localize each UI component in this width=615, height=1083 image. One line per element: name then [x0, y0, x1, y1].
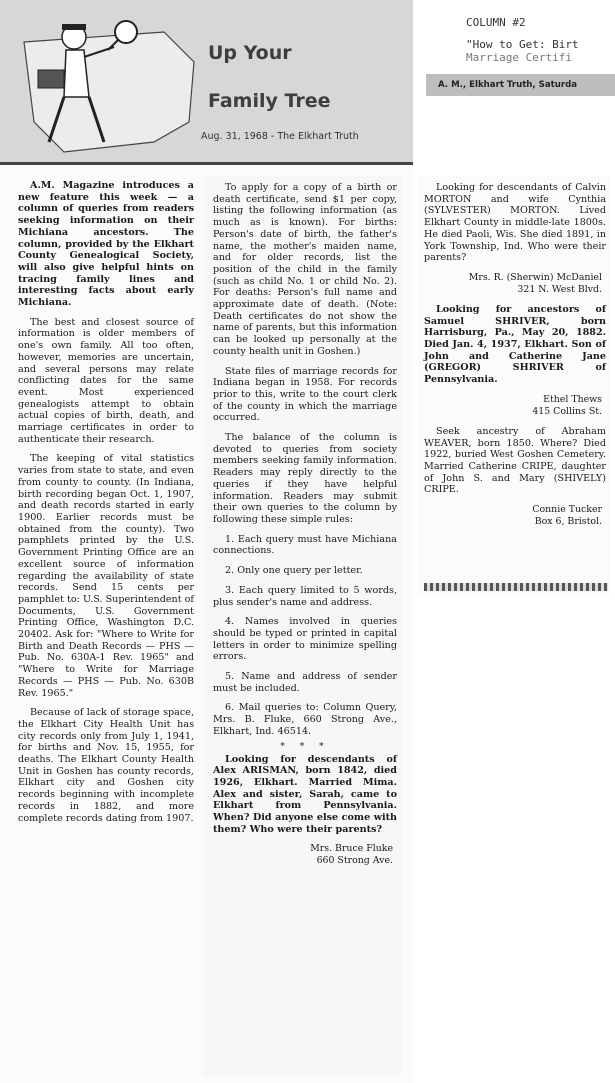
paragraph: To apply for a copy of a birth or death certificate, send $1 per copy, listing the following information (as much as is known). For births: Person's date of birth, the father's name, the mother's maiden name, and for older records, list the position of the child in the family (such as child No. 1 or child No. 2). For deaths: Person's full name and approximate date of death. (Note: Death certificates do not show the name of parents, but this information can be looked up personally at the county health unit in Goshen.) — [213, 182, 397, 357]
rule-item: 3. Each query limited to 5 words, plus sender's name and address. — [213, 584, 397, 608]
paragraph: State files of marriage records for Indiana began in 1958. For records prior to this, write to the court clerk of the county in which the marriage occurred. — [213, 365, 397, 424]
paragraph: The keeping of vital statistics varies from state to state, and even from county to county. (In Indiana, birth recording began Oct. 1, 1907, and death records started in early 1900. Earlier records must be obtained from the county). Two pamphlets printed by the U.S. Government Printing Office are an excellent source of information regarding the availability of state records. Send 15 cents per pamphlet to: U.S. Superintendent of Documents, U.S. Government Printing Office, Washington D.C. 20402. Ask for: "Where to Write for Birth and Death Records — PHS — Pub. No. 630A-1 Rev. 1965" and "Where to Write for Marriage Records — PHS — Pub. No. 630B Rev. 1965." — [18, 453, 194, 699]
column-3 — [424, 182, 606, 536]
column-title-line2: Family Tree — [208, 90, 331, 112]
query-signature: Ethel Thews 415 Collins St. — [532, 393, 602, 417]
dateline: Aug. 31, 1968 - The Elkhart Truth — [201, 131, 359, 142]
source-strip: A. M., Elkhart Truth, Saturda — [426, 74, 615, 96]
query-signature: Mrs. Bruce Fluke 660 Strong Ave. — [310, 843, 393, 867]
column-2 — [213, 182, 397, 875]
query-signature: Connie Tucker Box 6, Bristol. — [532, 504, 602, 528]
typed-note-line1: COLUMN #2 — [466, 16, 526, 29]
column-1 — [18, 180, 194, 832]
rule-item: 1. Each query must have Michiana connections. — [213, 533, 397, 557]
hatched-divider — [424, 583, 608, 591]
paragraph: The balance of the column is devoted to queries from society members seeking family information. Readers may reply directly to the queries if they have helpful information. Readers may submit their own queries to the column by following these simple rules: — [213, 432, 397, 525]
column-title-line1: Up Your — [208, 42, 292, 64]
separator-stars: * * * — [280, 741, 330, 752]
middle-clipping — [204, 176, 402, 1076]
paragraph: The best and closest source of information is older members of one's own family. All too often, however, memories are uncertain, and several persons may relate conflicting dates for the same event. Most experienced genealogists attempt to obtain actual copies of birth, death, and marriage certificates in order to authenticate their research. — [18, 316, 194, 445]
intro-paragraph: A.M. Magazine introduces a new feature this week — a column of queries from readers seeking information on their Michiana ancestors. The column, provided by the Elkhart County Genealogical Society, will also give helpful hints on tracing family lines and interesting facts about early Michiana. — [18, 180, 194, 309]
query: Looking for descendants of Alex ARISMAN, born 1842, died 1926, Elkhart. Married Mima. Alex and sister, Sarah, came to Elkhart from Pennsylvania. When? Did anyone else come with them? Who were their parents? — [213, 753, 397, 835]
rule-item: 2. Only one query per letter. — [225, 565, 363, 577]
column-banner — [0, 0, 413, 165]
typed-note-line3: Marriage Certifi — [466, 51, 572, 64]
query: Seek ancestry of Abraham WEAVER, born 1850. Where? Died 1922, buried West Goshen Cemetery. Married Catherine CRIPE, daughter of John S. and Mary (SHIVELY) CRIPE. — [424, 425, 606, 496]
rule-item: 6. Mail queries to: Column Query, Mrs. B. Fluke, 660 Strong Ave., Elkhart, Ind. 46514. — [213, 702, 397, 737]
rule-item: 5. Name and address of sender must be included. — [213, 671, 397, 694]
query-signature: Mrs. R. (Sherwin) McDaniel 321 N. West Blvd. — [468, 271, 602, 295]
query: Looking for descendants of Calvin MORTON and wife Cynthia (SYLVESTER) MORTON. Lived Elkhart County in middle-late 1800s. He died Paoli, Wis. She died 1891, in York Township, Ind. Who were their parents? — [424, 182, 606, 264]
paragraph: Because of lack of storage space, the Elkhart City Health Unit has city records only from July 1, 1941, for births and Nov. 15, 1955, for deaths. The Elkhart County Health Unit in Goshen has county records, Elkhart city and Goshen city records beginning with incomplete records in 1882, and more complete records dating from 1907. — [18, 707, 194, 824]
right-clipping — [418, 176, 610, 596]
query: Looking for ancestors of Samuel SHRIVER, born Harrisburg, Pa., May 20, 1882. Died Jan. 4, 1937, Elkhart. Son of John and Catherine Jane (GREGOR) SHRIVER of Pennsylvania. — [424, 303, 606, 386]
genealogist-cartoon-icon — [4, 2, 204, 162]
typed-note-line2: "How to Get: Birt — [466, 38, 579, 51]
rule-item: 4. Names involved in queries should be typed or printed in capital letters in order to minimize spelling errors. — [213, 616, 397, 663]
